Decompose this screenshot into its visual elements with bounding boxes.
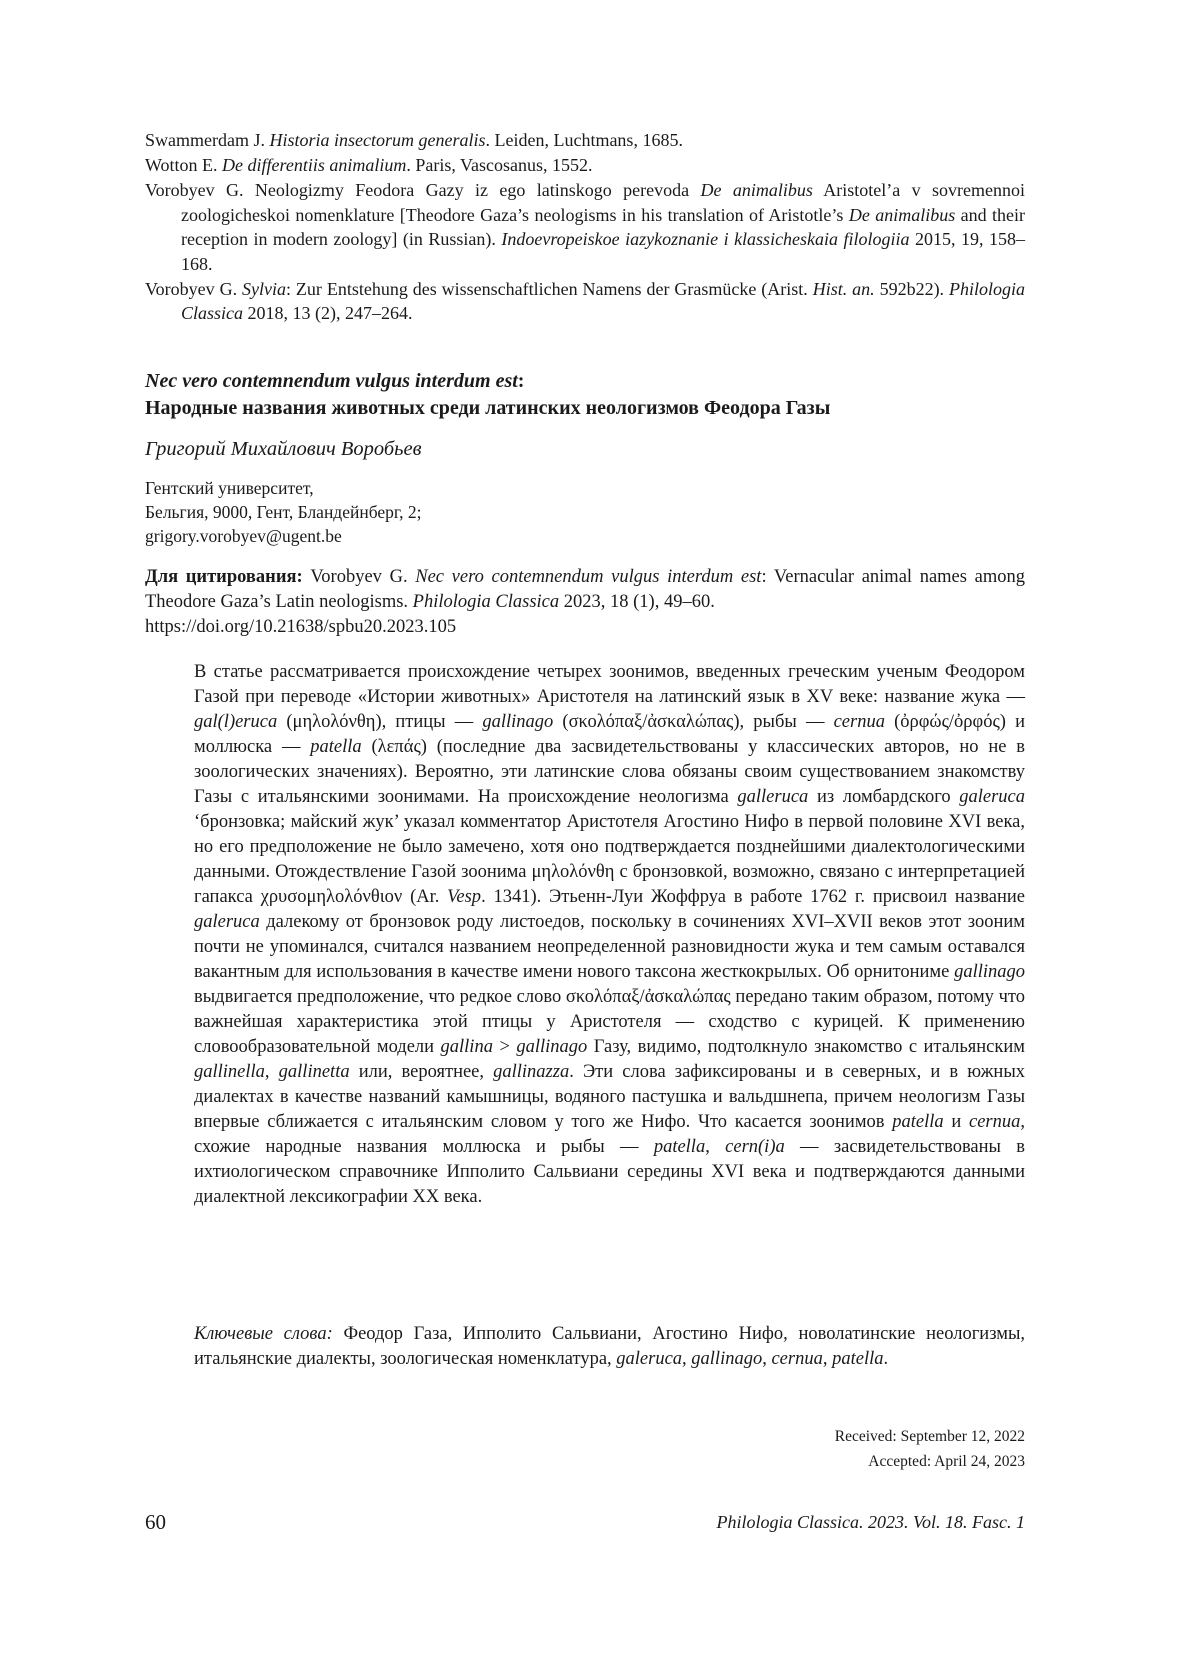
affiliation-address: Бельгия, 9000, Гент, Бландейнберг, 2; xyxy=(145,502,422,522)
author-name: Григорий Михайлович Воробьев xyxy=(145,438,422,460)
title-latin: Nec vero contemnendum vulgus interdum est: xyxy=(145,370,525,392)
citation-label: Для цитирования: xyxy=(145,567,303,587)
article-title xyxy=(145,368,1025,422)
affiliation-university: Гентский университет, xyxy=(145,478,314,498)
doi-link: https://doi.org/10.21638/spbu20.2023.105 xyxy=(145,617,457,637)
reference-item: Vorobyev G. Neologizmy Feodora Gazy iz ego latinskogo perevoda De animalibus Aristotel’a v sovremennoi zoologicheskoi nomenklature [Theodore Gaza’s neologisms in his translation of Aristotle’s De animalibus and their reception in modern zoology] (in Russian). Indoevropeiskoe iazykoznanie i klassicheskaia filologiia 2015, 19, 158–168. xyxy=(145,180,1026,274)
reference-list xyxy=(145,128,1025,326)
abstract: В статье рассматривается происхождение четырех зоонимов, введенных греческим ученым Феодором Газой при переводе «Истории животных» Аристотеля на латинский язык в XV веке: название жука — gal(l)eruca (μηλολόνθη), птицы — gallinago (σκολόπαξ/ἀσκαλώπας), рыбы — cernua (ὀρφώς/ὀρφός) и моллюска — patella (λεπάς) (последние два засвидетельствованы у классических авторов, но не в зоологических значениях). Вероятно, эти латинские слова обязаны своим существованием знакомству Газы с итальянскими зоонимами. На происхождение неологизма galleruca из ломбардского galeruca ‘бронзовка; майский жук’ указал комментатор Аристотеля Агостино Нифо в первой половине XVI века, но его предположение не было замечено, хотя оно подтверждается позднейшими диалектологическими данными. Отождествление Газой зоонима μηλολόνθη с бронзовкой, возможно, связано с интерпретацией гапакса χρυσομηλολόνθιον (Ar. Vesp. 1341). Этьенн-Луи Жоффруа в работе 1762 г. присвоил название galeruca далекому от бронзовок роду листоедов, поскольку в сочинениях XVI–XVII веков этот зооним почти не упоминался, считался названием неопределенной разновидности жука и тем самым оставался вакантным для использования в качестве имени нового таксона жесткокрылых. Об орнитониме gallinago выдвигается предположение, что редкое слово σκολόπαξ/ἀσκαλώπας передано таким образом, потому что важнейшая характеристика этой птицы у Аристотеля — сходство с курицей. К применению словообразовательной модели gallina > gallinago Газу, видимо, подтолкнуло знакомство с итальянским gallinella, gallinetta или, вероятнее, gallinazza. Эти слова зафиксированы и в северных, и в южных диалектах в качестве названий камышницы, водяного пастушка и вальдшнепа, причем неологизм Газы впервые сближается с итальянским словом у того же Нифо. Что касается зоонимов patella и cernua, схожие народные названия моллюска и рыбы — patella, cern(i)a — засвидетельствованы в ихтиологическом справочнике Ипполито Сальвиани середины XVI века и подтверждаются данными диалектной лексикографии XX века. xyxy=(194,662,1026,1207)
author-email: grigory.vorobyev@ugent.be xyxy=(145,526,342,546)
keywords-label: Ключевые слова: xyxy=(194,1324,333,1344)
reference-item: Wotton E. De differentiis animalium. Paris, Vascosanus, 1552. xyxy=(145,155,593,175)
page-number: 60 xyxy=(145,1510,166,1534)
citation-block: Для цитирования: Vorobyev G. Nec vero contemnendum vulgus interdum est: Vernacular animal names among Theodore Gaza’s Latin neologisms. Philologia Classica 2023, 18 (1), 49–60. https://doi.org/10.21638/spbu20.2023.105 xyxy=(145,567,1025,637)
received-date: Received: September 12, 2022 xyxy=(834,1428,1025,1445)
reference-item: Swammerdam J. Historia insectorum generalis. Leiden, Luchtmans, 1685. xyxy=(145,130,683,150)
accepted-date: Accepted: April 24, 2023 xyxy=(868,1453,1025,1470)
submission-dates xyxy=(835,1424,1025,1474)
affiliation xyxy=(145,476,1025,548)
keywords: Ключевые слова: Феодор Газа, Ипполито Сальвиани, Агостино Нифо, новолатинские неологизмы, итальянские диалекты, зоологическая номенклатура, galeruca, gallinago, cernua, patella. xyxy=(194,1324,1025,1369)
title-russian: Народные названия животных среди латинских неологизмов Феодора Газы xyxy=(145,397,831,419)
journal-name: Philologia Classica. 2023. Vol. 18. Fasc. 1 xyxy=(716,1512,1025,1532)
reference-item: Vorobyev G. Sylvia: Zur Entstehung des wissenschaftlichen Namens der Grasmücke (Arist. Hist. an. 592b22). Philologia Classica 2018, 13 (2), 247–264. xyxy=(145,278,1025,323)
